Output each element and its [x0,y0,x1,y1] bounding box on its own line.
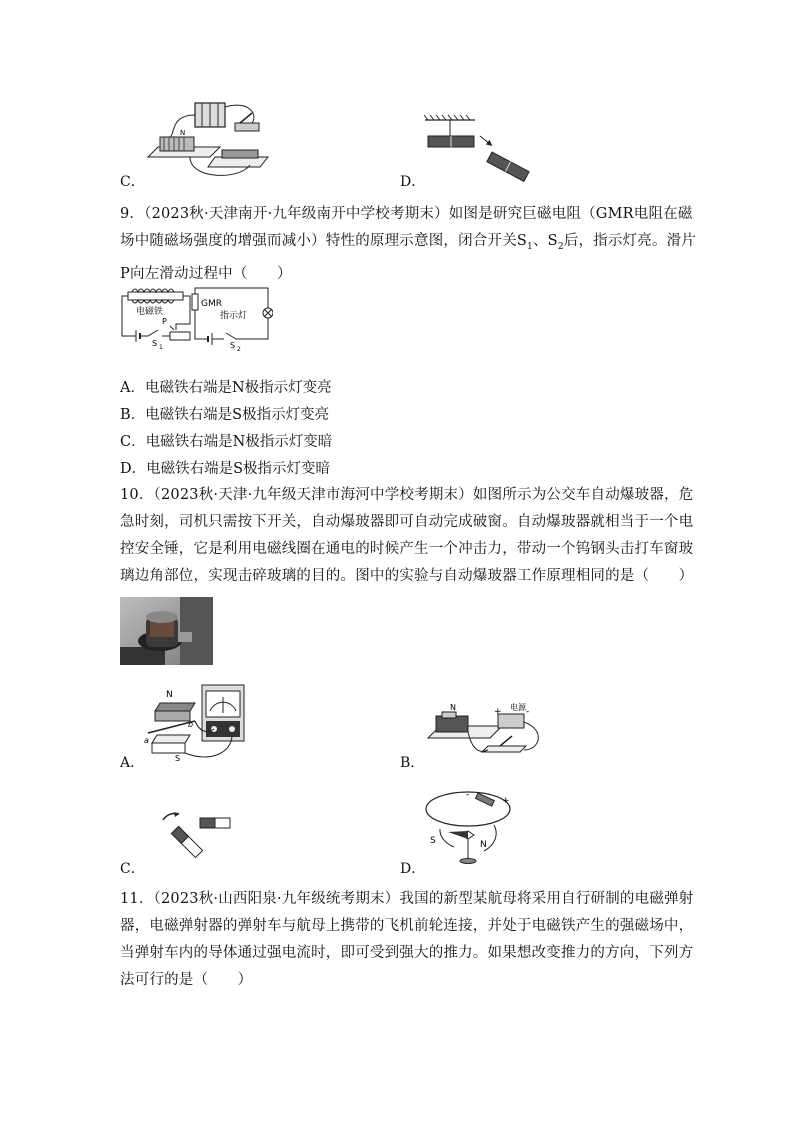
q9-electromagnet-label: 电磁铁 [136,307,164,317]
q10-figure-a [140,683,250,765]
q11-stem [120,886,700,994]
q11-line-3: 当弹射车内的导体通过强电流时，即可受到强大的推力。如果想改变推力的方向，下列方 [120,945,694,961]
q10-option-d-label[interactable]: D． [400,861,426,877]
q8-option-d-label[interactable]: D． [400,174,426,190]
svg-text:-: - [466,790,470,800]
svg-text:S: S [152,339,158,348]
svg-text:S: S [175,754,181,763]
q10-stem [120,482,700,590]
svg-text:a: a [144,736,149,745]
q10-option-c-label[interactable]: C． [120,861,145,877]
q11-line-4: 法可行的是（ ） [120,972,253,988]
q11-line-2: 器，电磁弹射器的弹射车与航母上携带的飞机前轮连接，并处于电磁铁产生的强磁场中， [120,918,694,934]
svg-text:指示灯: 指示灯 [220,311,248,321]
q11-line-1: 11．（2023秋·山西阳泉·九年级统考期末）我国的新型某航母将采用自行研制的电磁弹射 [120,891,694,907]
svg-text:1: 1 [159,344,163,351]
q10-figure-d [420,785,520,867]
svg-text:2: 2 [237,346,241,352]
svg-text:N: N [180,129,186,137]
q10-option-b-label[interactable]: B． [400,755,425,771]
q9-line-3: P向左滑动过程中（ ） [120,265,292,282]
svg-text:-: - [526,707,530,717]
svg-text:电源: 电源 [510,703,526,712]
q9-line-1: 9．（2023秋·天津南开·九年级南开中学校考期末）如图是研究巨磁电阻（GMR电阻在磁 [120,206,693,222]
q9-choice-b[interactable]: B．电磁铁右端是S极指示灯变亮 [120,407,330,423]
q10-breaker-photo [120,597,213,665]
q8-figure-c [140,95,280,185]
q10-option-a-label[interactable]: A． [120,755,145,771]
q10-line-2: 急时刻，司机只需按下开关，自动爆玻器即可自动完成破窗。自动爆玻器就相当于一个电 [120,514,694,530]
q9-circuit-diagram [118,284,273,352]
svg-text:N: N [480,840,487,850]
svg-text:P: P [162,317,167,326]
q8-option-c-label[interactable]: C． [120,174,145,190]
svg-text:+: + [494,707,502,717]
q9-line-2: 场中随磁场强度的增强而减小）特性的原理示意图，闭合开关$S_1$、$S_2$后，指示灯亮。滑片 [120,233,697,252]
q10-figure-b [420,700,548,770]
svg-text:+: + [502,796,510,806]
q10-figure-c [145,800,235,862]
svg-text:N: N [166,690,173,700]
svg-text:S: S [430,836,436,846]
svg-text:N: N [450,703,456,712]
svg-text:b: b [188,720,194,729]
q9-choice-c[interactable]: C．电磁铁右端是N极指示灯变暗 [120,434,333,450]
q10-line-3: 控安全锤，它是利用电磁线圈在通电的时候产生一个冲击力，带动一个钨钢头击打车窗玻 [120,541,694,557]
q10-line-1: 10．（2023秋·天津·九年级天津市海河中学校考期末）如图所示为公交车自动爆玻器，危 [120,487,694,503]
q9-choice-a[interactable]: A．电磁铁右端是N极指示灯变亮 [120,380,332,396]
q9-choice-d[interactable]: D．电磁铁右端是S极指示灯变暗 [120,461,331,477]
q9-stem [120,201,700,288]
q10-line-4: 璃边角部位，实现击碎玻璃的目的。图中的实验与自动爆玻器工作原理相同的是（ ） [120,568,694,584]
svg-text:S: S [230,341,236,350]
q8-figure-d [420,108,540,188]
svg-text:GMR: GMR [201,299,222,309]
